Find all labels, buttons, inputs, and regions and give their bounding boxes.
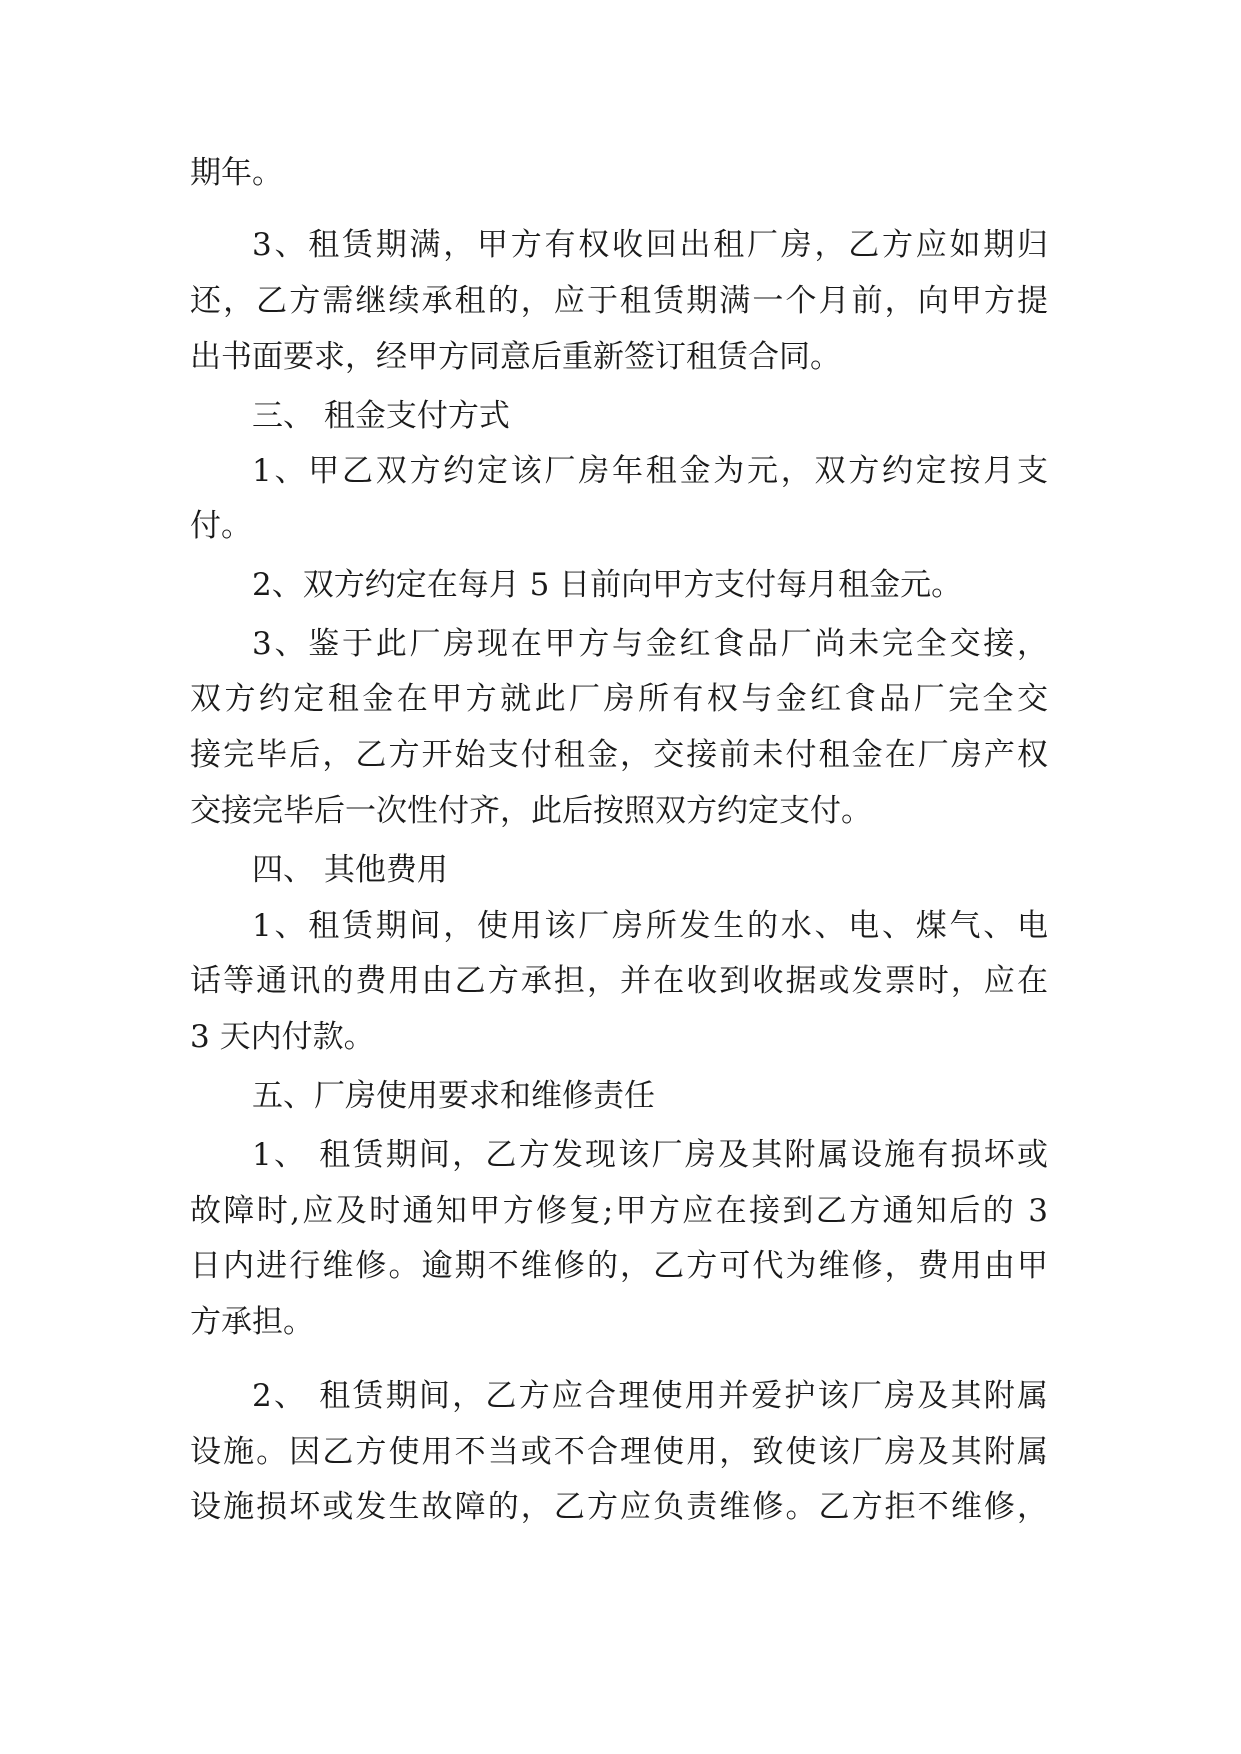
text-line: 3、租赁期满，甲方有权收回出租厂房，乙方应如期归 (252, 227, 1048, 263)
text-line: 设施。因乙方使用不当或不合理使用，致使该厂房及其附属 (190, 1434, 1048, 1470)
text-line: 3、鉴于此厂房现在甲方与金红食品厂尚未完全交接， (252, 626, 1048, 662)
text-line: 1、甲乙双方约定该厂房年租金为元，双方约定按月支 (252, 453, 1048, 489)
text-line: 话等通讯的费用由乙方承担，并在收到收据或发票时，应在 (190, 963, 1048, 999)
section-heading: 五、厂房使用要求和维修责任 (252, 1078, 655, 1114)
text-line: 付。 (190, 508, 252, 544)
text-line: 日内进行维修。逾期不维修的，乙方可代为维修，费用由甲 (190, 1248, 1048, 1284)
text-line: 2、双方约定在每月 5 日前向甲方支付每月租金元。 (252, 567, 963, 603)
text-line: 还，乙方需继续承租的，应于租赁期满一个月前，向甲方提 (190, 283, 1048, 319)
text-line: 方承担。 (190, 1304, 314, 1340)
text-line: 出书面要求，经甲方同意后重新签订租赁合同。 (190, 339, 841, 375)
text-line: 3 天内付款。 (190, 1019, 375, 1055)
text-line: 双方约定租金在甲方就此厂房所有权与金红食品厂完全交 (190, 681, 1048, 717)
section-heading: 三、 租金支付方式 (252, 398, 510, 434)
text-line: 故障时,应及时通知甲方修复;甲方应在接到乙方通知后的 3 (190, 1193, 1048, 1229)
section-heading: 四、 其他费用 (252, 852, 448, 888)
text-line: 1、 租赁期间，乙方发现该厂房及其附属设施有损坏或 (252, 1137, 1048, 1173)
text-line: 交接完毕后一次性付齐，此后按照双方约定支付。 (190, 793, 872, 829)
text-line: 2、 租赁期间，乙方应合理使用并爱护该厂房及其附属 (252, 1378, 1048, 1414)
text-line: 设施损坏或发生故障的，乙方应负责维修。乙方拒不维修， (190, 1489, 1048, 1525)
text-line: 1、租赁期间，使用该厂房所发生的水、电、煤气、电 (252, 908, 1048, 944)
text-line: 接完毕后，乙方开始支付租金，交接前未付租金在厂房产权 (190, 737, 1048, 773)
text-line: 期年。 (190, 155, 283, 191)
